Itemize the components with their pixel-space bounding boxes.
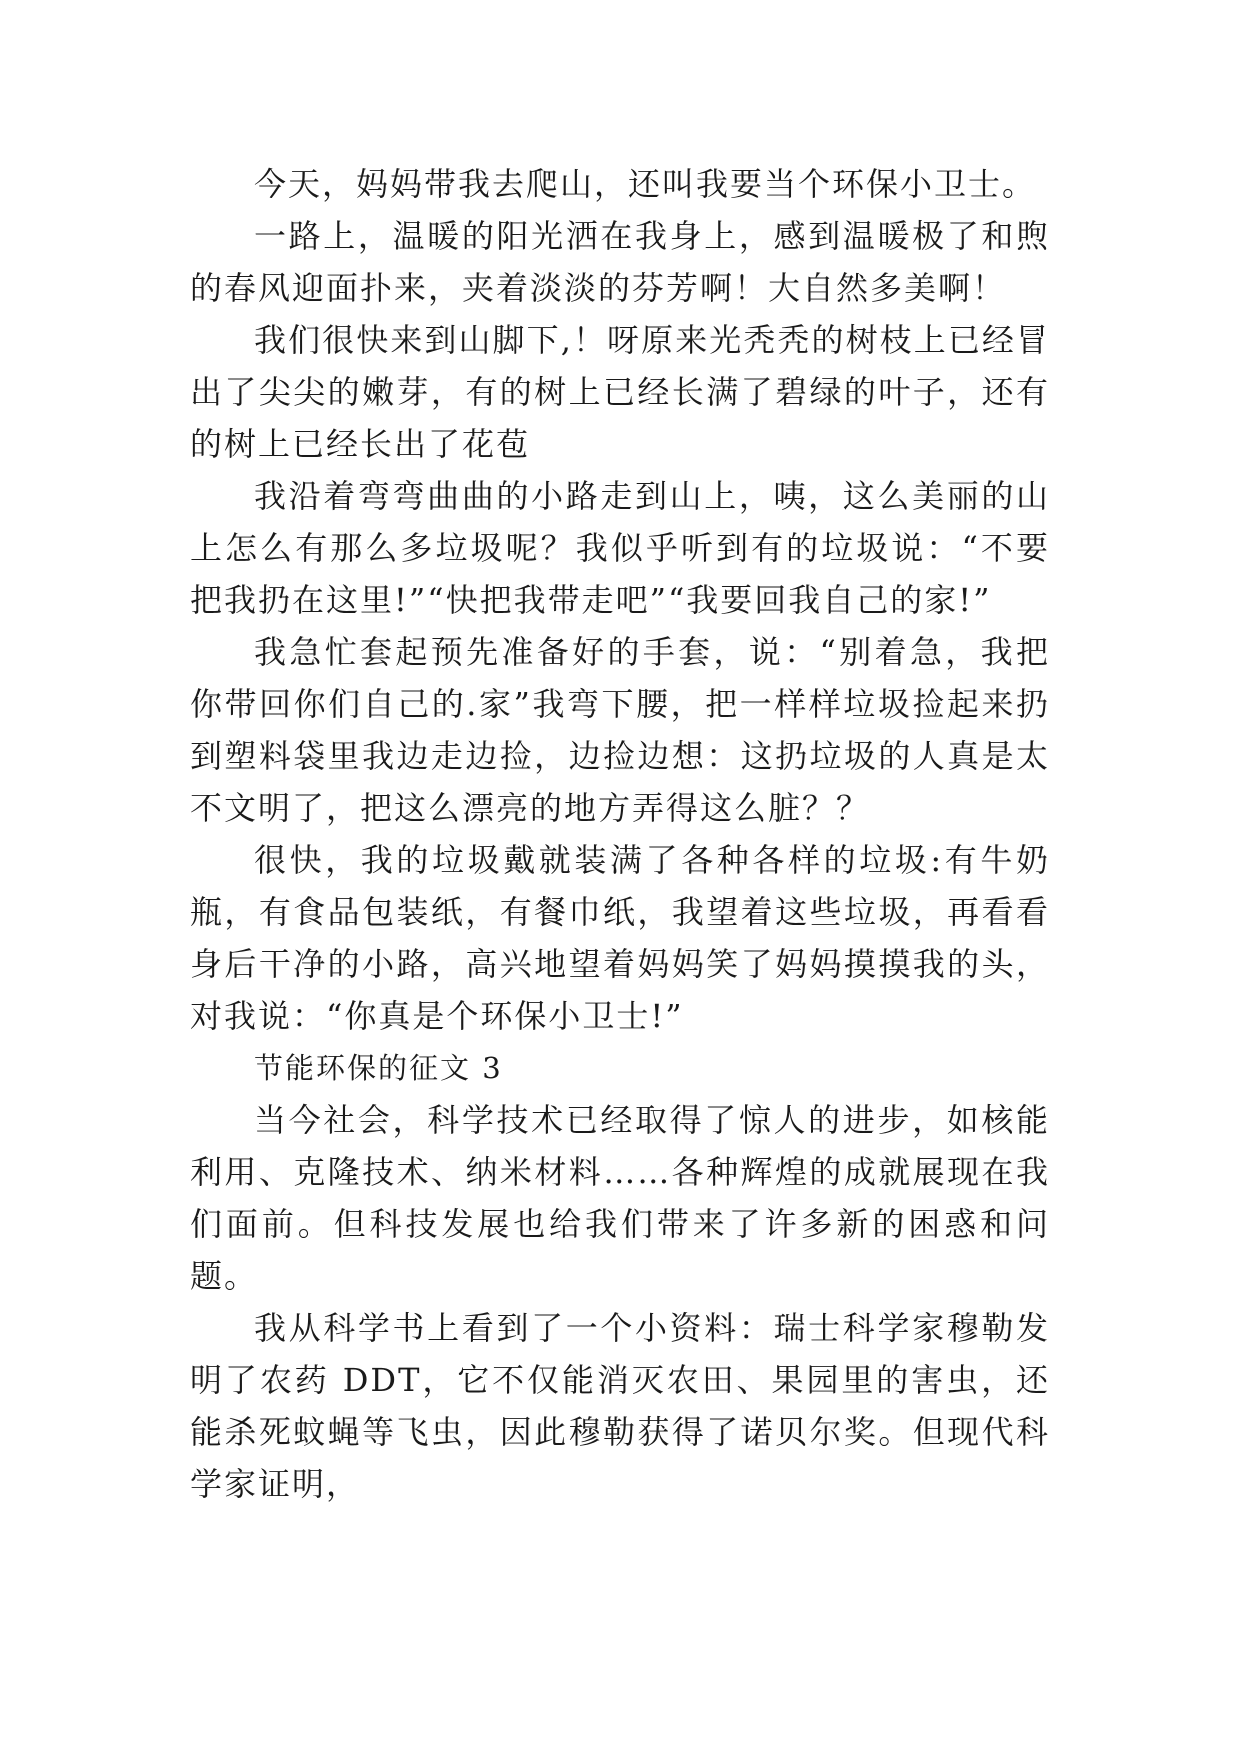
- paragraph: 今天，妈妈带我去爬山，还叫我要当个环保小卫士。: [254, 165, 1037, 203]
- document-body: [190, 158, 1050, 1510]
- paragraph: 我从科学书上看到了一个小资料：瑞士科学家穆勒发明了农药 DDT，它不仅能消灭农田、果园里的害虫，还能杀死蚊蝇等飞虫，因此穆勒获得了诺贝尔奖。但现代科学家证明，: [190, 1309, 1050, 1503]
- paragraph: 我急忙套起预先准备好的手套，说：“别着急，我把你带回你们自己的.家”我弯下腰，把一样样垃圾捡起来扔到塑料袋里我边走边捡，边捡边想：这扔垃圾的人真是太不文明了，把这么漂亮的地方弄得这么脏？？: [190, 633, 1050, 827]
- paragraph: 一路上，温暖的阳光洒在我身上，感到温暖极了和煦的春风迎面扑来，夹着淡淡的芬芳啊！大自然多美啊！: [190, 217, 1050, 307]
- section-heading: 节能环保的征文 3: [254, 1051, 503, 1085]
- paragraph: 当今社会，科学技术已经取得了惊人的进步，如核能利用、克隆技术、纳米材料……各种辉煌的成就展现在我们面前。但科技发展也给我们带来了许多新的困惑和问题。: [190, 1101, 1050, 1295]
- paragraph: 很快，我的垃圾戴就装满了各种各样的垃圾:有牛奶瓶，有食品包装纸，有餐巾纸，我望着这些垃圾，再看看身后干净的小路，高兴地望着妈妈笑了妈妈摸摸我的头，对我说：“你真是个环保小卫士!”: [190, 841, 1050, 1035]
- paragraph: 我沿着弯弯曲曲的小路走到山上，咦，这么美丽的山上怎么有那么多垃圾呢？我似乎听到有的垃圾说：“不要把我扔在这里!”“快把我带走吧”“我要回我自己的家!”: [190, 477, 1050, 619]
- paragraph: 我们很快来到山脚下,！呀原来光秃秃的树枝上已经冒出了尖尖的嫩芽，有的树上已经长满了碧绿的叶子，还有的树上已经长出了花苞: [190, 321, 1050, 463]
